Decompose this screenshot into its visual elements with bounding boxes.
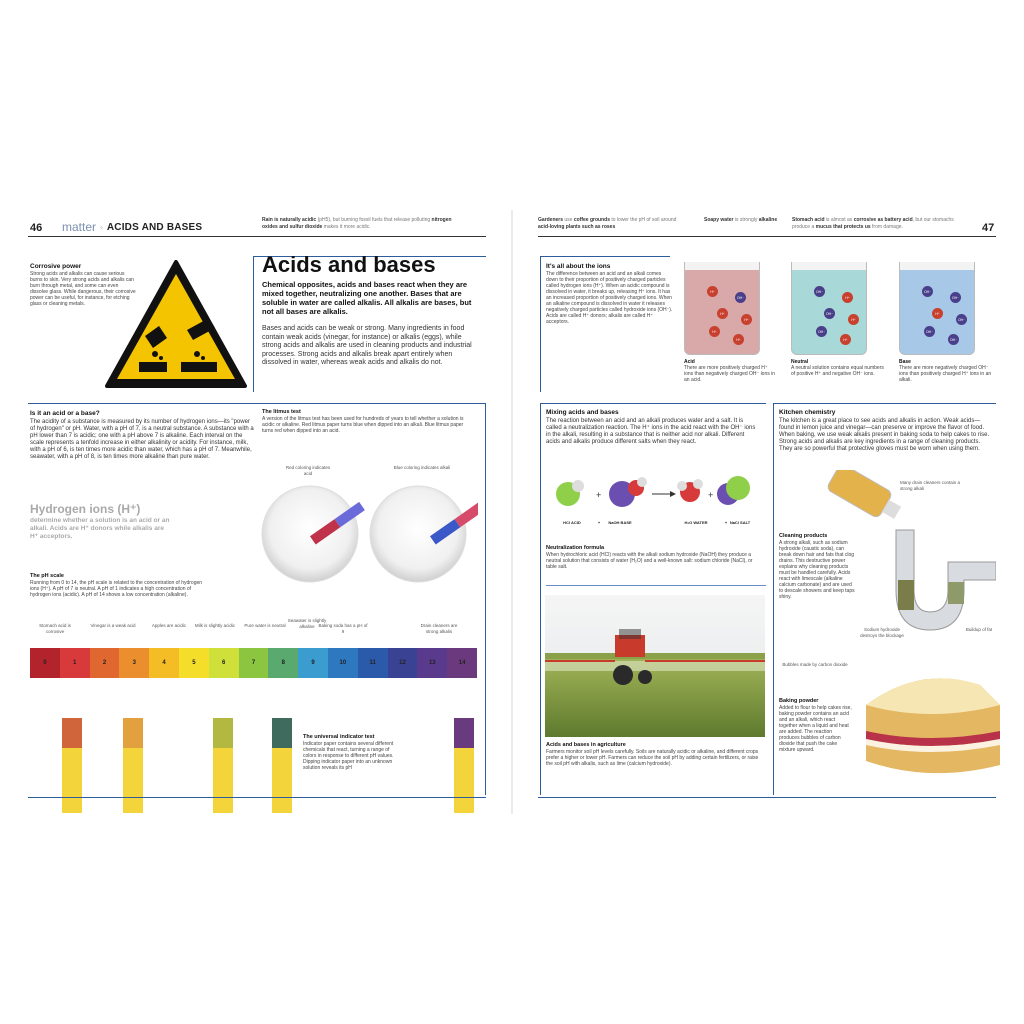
hydrogen-ions-title: Hydrogen ions (H⁺) — [30, 502, 141, 516]
hydrogen-ion: H⁺ — [842, 292, 853, 303]
ph-cell: 2 — [90, 648, 120, 678]
indicator-heading: The universal indicator test — [303, 734, 375, 740]
litmus-label-blue: Blue coloring indicates alkali — [393, 465, 451, 470]
hydroxide-ion: OH⁻ — [956, 314, 967, 325]
beaker-caption: There are more positively charged H⁺ ions than negatively charged OH⁻ ions in an acid. — [684, 365, 776, 383]
mixing-label: HCl ACID — [563, 520, 581, 525]
page-number-left: 46 — [30, 222, 43, 234]
corrosive-text: Strong acids and alkalis can cause serious burns to skin. Very strong acids and alkalis can burn through metal, and some can even dissolve glass. While dangerous, their corrosive power can be useful, for instance, for etching glass or cleaning metals. — [30, 271, 136, 307]
hydroxide-ion: OH⁻ — [950, 292, 961, 303]
acid-or-base-text: The acidity of a substance is measured by its number of hydrogen ions—its "power of hydrogen" or pH. Water, with a pH of 7, is a neutral substance. A substance with a pH lower than 7 is acidic; one with a pH above 7 is alkaline. Each interval on the scale represents a tenfold increase in either alkalinity or acidity. For instance, milk, with a pH of 6, is ten times more acidic than water, which has a pH of 7. Meanwhile, seawater, with a pH of 8, is ten times more alkaline than pure water. — [30, 419, 254, 460]
svg-text:+: + — [708, 490, 714, 500]
ions-divider-top — [540, 256, 670, 257]
hydroxide-ion: OH⁻ — [814, 286, 825, 297]
indicator-strip — [62, 718, 82, 813]
bubbles-label: Bubbles made by carbon dioxide — [782, 662, 848, 667]
mixing-label: NaOH BASE — [608, 520, 632, 525]
ph-cell: 13 — [417, 648, 447, 678]
ph-scale-heading: The pH scale — [30, 573, 64, 579]
ph-cell: 7 — [239, 648, 269, 678]
hydrogen-ion: H⁺ — [709, 326, 720, 337]
hydroxide-ion: OH⁻ — [735, 292, 746, 303]
chapter-name: matter — [62, 220, 97, 234]
ph-annotation: Seawater is slightly alkaline — [287, 618, 327, 629]
beaker-name: Acid — [684, 359, 695, 365]
mixing-divider-top — [540, 403, 766, 404]
running-header-left — [62, 220, 202, 234]
beaker-caption: There are more negatively charged OH⁻ ions than positively charged H⁺ ions in an alkali. — [899, 365, 992, 383]
ph-cell: 11 — [358, 648, 388, 678]
agriculture-heading: Acids and bases in agriculture — [546, 742, 626, 748]
hydrogen-ion: H⁺ — [840, 334, 851, 345]
page-number-right: 47 — [982, 222, 995, 234]
litmus-heading: The litmus test — [262, 409, 301, 415]
drain-label: Many drain cleaners contain a strong alkali — [900, 480, 961, 491]
main-lead: Chemical opposites, acids and bases react when they are mixed together, neutralizing one another. Bases that are soluble in water are called alkalis. All alkalis are bases, but not all bases are alkalis. — [262, 280, 472, 316]
ph-cell: 0 — [30, 648, 60, 678]
mixing-label: NaCl SALT — [729, 520, 751, 525]
corrosive-warning-icon — [103, 258, 249, 390]
ph-scale-text: Running from 0 to 14, the pH scale is related to the concentration of hydrogen ions (H⁺). A pH of 7 is neutral. A pH of 1 indicates a high concentration of hydrogen ions (acidic). A pH of 14 shows a low concentration (alkaline). — [30, 580, 203, 598]
indicator-strip-tip — [454, 718, 474, 748]
ph-cell: 3 — [119, 648, 149, 678]
hydroxide-ion: OH⁻ — [816, 326, 827, 337]
indicator-strip — [123, 718, 143, 813]
hydrogen-ion: H⁺ — [733, 334, 744, 345]
hydroxide-ion: OH⁻ — [922, 286, 933, 297]
hydroxide-ion: OH⁻ — [824, 308, 835, 319]
mixing-label: + — [597, 520, 601, 525]
cleaning-text: A strong alkali, such as sodium hydroxide (caustic soda), can break down hair and fats that clog drains. This destructive power explains why cleaning products must be handled carefully. Acids react with limescale (alkaline calcium carbonate) and are used to descale showers and keep taps shiny. — [779, 540, 855, 600]
mixing-heading: Mixing acids and bases — [546, 409, 619, 416]
beaker-glass — [791, 262, 867, 355]
ph-annotation: Pure water is neutral — [244, 623, 286, 628]
formula-divider — [546, 585, 766, 586]
section-title: ACIDS AND BASES — [106, 221, 203, 233]
indicator-strip-tip — [62, 718, 82, 748]
header-rule-left — [28, 236, 486, 237]
ph-cell: 12 — [388, 648, 418, 678]
indicator-strip — [272, 718, 292, 813]
formula-heading: Neutralization formula — [546, 545, 605, 551]
cleaning-heading: Cleaning products — [779, 533, 828, 539]
indicator-text: Indicator paper contains several different chemicals that react, turning a range of colors in response to different pH values. Dipping indicator paper into an unknown solution reveals its pH — [303, 741, 394, 771]
hydroxide-ion: OH⁻ — [924, 326, 935, 337]
divider-acid-section — [28, 403, 486, 404]
ph-cell: 5 — [179, 648, 209, 678]
hydrogen-ion: H⁺ — [707, 286, 718, 297]
ph-cell: 4 — [149, 648, 179, 678]
kitchen-heading: Kitchen chemistry — [779, 409, 836, 416]
mixing-divider-v — [540, 403, 541, 795]
kitchen-divider-top — [773, 403, 996, 404]
hydroxide-label: Sodium hydroxide destroys the blockage — [860, 627, 904, 638]
fact-gardeners: Gardeners use coffee grounds to lower the pH of soil around acid-loving plants such as roses — [538, 217, 677, 230]
bullet-icon: ◦ — [100, 222, 103, 232]
cake-photo — [860, 665, 1006, 783]
acid-or-base-heading: Is it an acid or a base? — [30, 410, 100, 417]
hydrogen-ion: H⁺ — [717, 308, 728, 319]
indicator-strip-tip — [123, 718, 143, 748]
fact-soapy-water: Soapy water is strongly alkaline — [704, 217, 778, 223]
baking-heading: Baking powder — [779, 698, 819, 704]
beaker-acid — [684, 262, 778, 383]
hydrogen-ion: H⁺ — [932, 308, 943, 319]
beaker-glass — [899, 262, 975, 355]
hydrogen-ions-text: determine whether a solution is an acid or an alkali. Acids are H⁺ donors while alkalis are H⁺ acceptors. — [30, 517, 170, 540]
kitchen-divider-v — [773, 403, 774, 795]
ions-heading: It's all about the ions — [546, 263, 611, 270]
ph-cell: 6 — [209, 648, 239, 678]
agriculture-text: Farmers monitor soil pH levels carefully. Soils are naturally acidic or alkaline, and different crops prefer a higher or lower pH. Farmers can reduce the soil pH by adding certain fertilizers, or raise the soil pH with alkalis, such as lime (calcium hydroxide). — [546, 749, 759, 767]
litmus-dishes-illustration — [258, 484, 478, 584]
main-intro: Bases and acids can be weak or strong. Many ingredients in food contain weak acids (vinegar, for instance) or alkalis (eggs), while strong acids and alkalis are used in cleaning products and industrial processes. Strong acids and alkalis break apart entirely when dissolved in water, whereas weak acids and alkalis do not. — [262, 325, 472, 366]
buildup-label: Buildup of fat — [965, 627, 993, 632]
ph-cell: 1 — [60, 648, 90, 678]
ph-cell: 10 — [328, 648, 358, 678]
ph-annotation: Baking soda has a pH of 9 — [318, 623, 368, 634]
indicator-strip-tip — [213, 718, 233, 748]
mixing-label: H₂O WATER — [684, 520, 708, 525]
hydroxide-ion: OH⁻ — [948, 334, 959, 345]
beaker-neutral — [791, 262, 885, 377]
formula-text: When hydrochloric acid (HCl) reacts with the alkali sodium hydroxide (NaOH) they produce a neutral solution that consists of water (H₂O) and a well-known salt: sodium chloride (NaCl), or table salt. — [546, 552, 753, 570]
ph-annotation: Vinegar is a weak acid — [90, 623, 136, 628]
hydrogen-ion: H⁺ — [848, 314, 859, 325]
beaker-name: Base — [899, 359, 911, 365]
indicator-strip — [454, 718, 474, 813]
beaker-name: Neutral — [791, 359, 809, 365]
indicator-strip — [213, 718, 233, 813]
footer-rule-left — [28, 797, 486, 798]
fact-stomach-acid: Stomach acid is almost as corrosive as battery acid, but our stomachs produce a mucus that protects us from damage. — [792, 217, 954, 230]
kitchen-text: The kitchen is a great place to see acids and alkalis in action. Weak acids—found in lemon juice and vinegar—can preserve or improve the flavor of food. When baking, we use weak alkalis present in baking soda to help cakes to rise. Strong acids and alkalis are key ingredients in a range of cleaning products. They are so powerful that protective gloves must be worn when using them. — [779, 418, 990, 452]
beaker-base — [899, 262, 993, 383]
beaker-glass — [684, 262, 760, 355]
ions-divider-v — [540, 256, 541, 392]
ph-annotation: Milk is slightly acidic — [194, 623, 236, 628]
header-rule-right — [538, 236, 996, 237]
svg-text:+: + — [596, 490, 602, 500]
main-title: Acids and bases — [262, 252, 436, 277]
tractor-field-photo — [545, 595, 765, 737]
divider-vertical — [253, 256, 254, 392]
ph-annotation: Drain cleaners are strong alkalis — [420, 623, 458, 634]
mixing-label: + — [724, 520, 728, 525]
ph-annotation: Apples are acidic — [151, 623, 187, 628]
beaker-caption: A neutral solution contains equal numbers of positive H⁺ and negative OH⁻ ions. — [791, 365, 884, 377]
baking-text: Added to flour to help cakes rise, baking powder contains an acid and an alkali, which react together when a liquid and heat are added. The reaction produces bubbles of carbon dioxide that push the cake mixture upward. — [779, 705, 852, 753]
ph-cell: 9 — [298, 648, 328, 678]
divider-left-right — [485, 403, 486, 795]
ph-annotation: Stomach acid is corrosive — [39, 623, 71, 634]
mixing-text: The reaction between an acid and an alkali produces water and a salt. It is called a neutralization reaction. The H⁺ ions in the acid react with the OH⁻ ions in the alkali, resulting in a substance that is neither acid nor alkali. Different acids and alkalis produce different salts when they react. — [546, 418, 756, 445]
litmus-label-red: Red coloring indicates acid — [285, 465, 331, 476]
litmus-text: A version of the litmus test has been used for hundreds of years to tell whether a solution is acidic or alkaline. Red litmus paper turns blue when dipped into an alkali. Blue litmus paper turns red when dipped into an acid. — [262, 416, 464, 434]
ph-cell: 14 — [447, 648, 477, 678]
ions-text: The difference between an acid and an alkali comes down to their proportion of positively charged particles called hydrogen ions (H⁺). When an acidic compound is dissolved in water, it breaks up, releasing H⁺ ions. It has an increased proportion of positively charged ions. When an alkaline compound is dissolved in water it releases negatively charged particles called hydroxide ions (OH⁻). Acids are called H⁺ donors; alkalis are called H⁺ acceptors. — [546, 271, 673, 325]
book-gutter — [511, 210, 513, 814]
corrosive-heading: Corrosive power — [30, 263, 82, 270]
hydrogen-ion: H⁺ — [741, 314, 752, 325]
fact-rain: Rain is naturally acidic (pH5), but burning fossil fuels that release polluting nitrogen oxides and sulfur dioxide makes it more acidic. — [262, 217, 452, 230]
indicator-strip-tip — [272, 718, 292, 748]
footer-rule-right — [538, 797, 996, 798]
ph-cell: 8 — [268, 648, 298, 678]
